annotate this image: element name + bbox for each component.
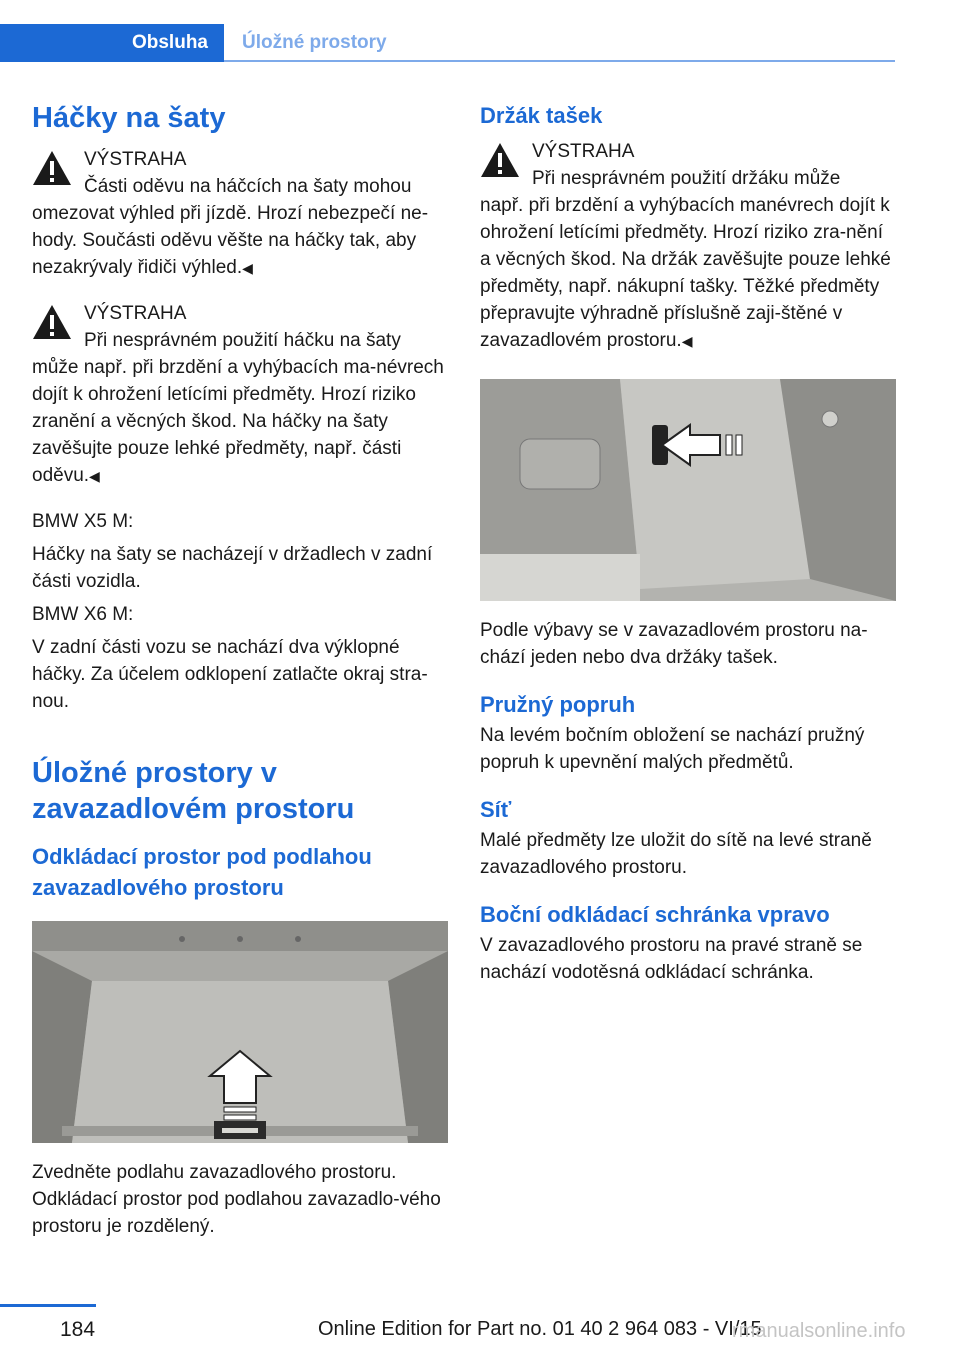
side-compartment-text: V zavazadlového prostoru na pravé straně se nachází vodotěsná odkládací schránka. [480,935,863,983]
elastic-strap-text: Na levém bočním obložení se nachází pružný popruh k upevnění malých předmětů. [480,725,865,773]
warning-text-rest: omezovat výhled při jízdě. Hrozí nebezpečí ne-hody. Součásti oděvu věšte na háčky tak, aby nezakrývaly řidiči výhled. [32,203,429,278]
warning-title: VÝSTRAHA [532,141,635,162]
warning-text [480,192,896,355]
trunk-floor-image [32,921,448,1143]
footer-rule [0,1304,96,1307]
warning-text-first: Části oděvu na háčcích na šaty mohou [84,176,412,197]
end-mark: ◀ [242,260,253,276]
x6-label: BMW X6 M: [32,604,134,625]
warning-title: VÝSTRAHA [84,303,187,324]
bag-holder-image [480,379,896,601]
bag-holder-caption: Podle výbavy se v zavazadlovém prostoru na-chází jeden nebo dva držáky tašek. [480,620,868,668]
warning-title: VÝSTRAHA [84,149,187,170]
x5-text: Háčky na šaty se nacházejí v držadlech v zadní části vozidla. [32,544,433,592]
end-mark: ◀ [89,468,100,484]
warning-triangle-icon [32,150,72,186]
bag-holder-title: Držák tašek [480,103,603,128]
net-text: Malé předměty lze uložit do sítě na levé straně zavazadlového prostoru. [480,830,872,878]
x6-text: V zadní části vozu se nachází dva výklopné háčky. Za účelem odklopení zatlačte okraj stra-nou. [32,637,428,712]
warning-text-rest: např. při brzdění a vyhýbacích manévrech dojít k ohrožení letícími předměty. Hrozí riziko zra-nění a věcných škod. Na držák zavěšujte pouze lehké předměty, např. nákupní tašky. Těžké předměty přepravujte výhradně příslušně zaji-štěné v zavazadlovém prostoru. [480,195,891,351]
warning-text [32,200,448,282]
section-tab: Úložné prostory [242,32,387,53]
warning-text-rest: může např. při brzdění a vyhýbacích ma-névrech dojít k ohrožení letícími předměty. Hrozí riziko zranění a věcných škod. Na háčky na šaty zavěšujte pouze lehké předměty, např. části oděvu. [32,357,444,486]
header-rule [224,60,895,62]
page-header [0,24,895,62]
side-compartment-title: Boční odkládací schránka vpravo [480,902,830,927]
left-column [32,100,448,1240]
chapter-tab: Obsluha [0,24,224,62]
underfloor-storage-title: Odkládací prostor pod podlahou zavazadlového prostoru [32,844,372,900]
underfloor-caption: Zvedněte podlahu zavazadlového prostoru. Odkládací prostor pod podlahou zavazadlo-vého prostoru je rozdělený. [32,1162,441,1237]
trunk-floor-illustration [32,921,448,1143]
clothes-hooks-title: Háčky na šaty [32,102,226,134]
storage-section-title: Úložné prostory v zavazadlovém prostoru [32,757,355,825]
elastic-strap-title: Pružný popruh [480,692,636,717]
warning-text-first: Při nesprávném použití háčku na šaty [84,330,401,351]
warning-block-1 [32,146,448,282]
edition-note: Online Edition for Part no. 01 40 2 964 083 - VI/15 [318,1318,762,1340]
warning-triangle-icon [32,304,72,340]
page-number: 184 [60,1318,96,1341]
warning-block-2 [32,300,448,490]
watermark: rmanualsonline.info [732,1320,906,1342]
x5-label: BMW X5 M: [32,511,134,532]
end-mark: ◀ [681,333,693,349]
bag-holder-illustration [480,379,896,601]
right-column [480,100,896,986]
warning-text-first: Při nesprávném použití držáku může [532,168,841,189]
warning-block-3 [480,138,896,355]
warning-text [32,354,448,490]
net-title: Síť [480,797,512,822]
warning-triangle-icon [480,142,520,178]
